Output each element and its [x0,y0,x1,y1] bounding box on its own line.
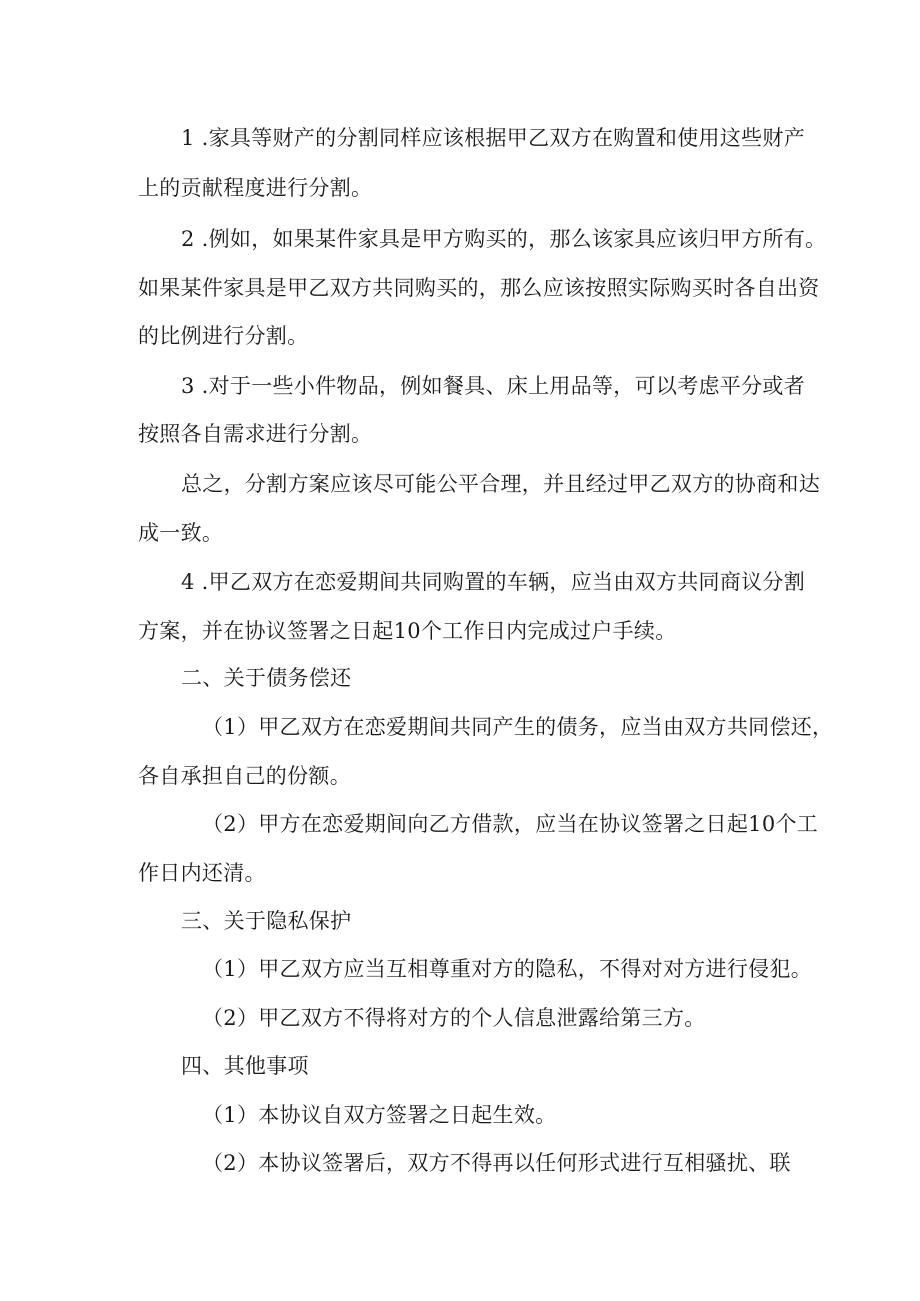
text-line: 按照各自需求进行分割。 [138,422,373,446]
section-heading: 三、关于隐私保护 [181,909,352,933]
text-line: （2）甲方在恋爱期间向乙方借款，应当在协议签署之日起10个工 [202,812,819,836]
text-line: （2）甲乙双方不得将对方的个人信息泄露给第三方。 [202,1006,706,1030]
text-line: 如果某件家具是甲乙双方共同购买的，那么应该按照实际购买时各自出资 [138,276,820,300]
text-line: 4 .甲乙双方在恋爱期间共同购置的车辆，应当由双方共同商议分割 [181,570,806,594]
text-line: （1）甲乙双方应当互相尊重对方的隐私，不得对对方进行侵犯。 [202,957,813,981]
text-line: （2）本协议签署后，双方不得再以任何形式进行互相骚扰、联 [202,1151,791,1175]
text-line: （1）甲乙双方在恋爱期间共同产生的债务，应当由双方共同偿还， [202,715,834,739]
text-line: 1 .家具等财产的分割同样应该根据甲乙双方在购置和使用这些财产 [181,126,806,150]
text-line: 成一致。 [138,521,224,545]
text-line: 作日内还清。 [138,861,266,885]
section-heading: 二、关于债务偿还 [181,666,352,690]
text-line: （1）本协议自双方签署之日起生效。 [202,1103,557,1127]
text-line: 2 .例如，如果某件家具是甲方购买的，那么该家具应该归甲方所有。 [181,227,827,251]
text-line: 的比例进行分割。 [138,324,309,348]
section-heading: 四、其他事项 [181,1054,309,1078]
text-line: 方案，并在协议签署之日起10个工作日内完成过户手续。 [138,619,677,643]
text-line: 上的贡献程度进行分割。 [138,176,373,200]
text-line: 总之，分割方案应该尽可能公平合理，并且经过甲乙双方的协商和达 [181,472,820,496]
text-line: 3 .对于一些小件物品，例如餐具、床上用品等，可以考虑平分或者 [181,374,806,398]
text-line: 各自承担自己的份额。 [138,764,351,788]
